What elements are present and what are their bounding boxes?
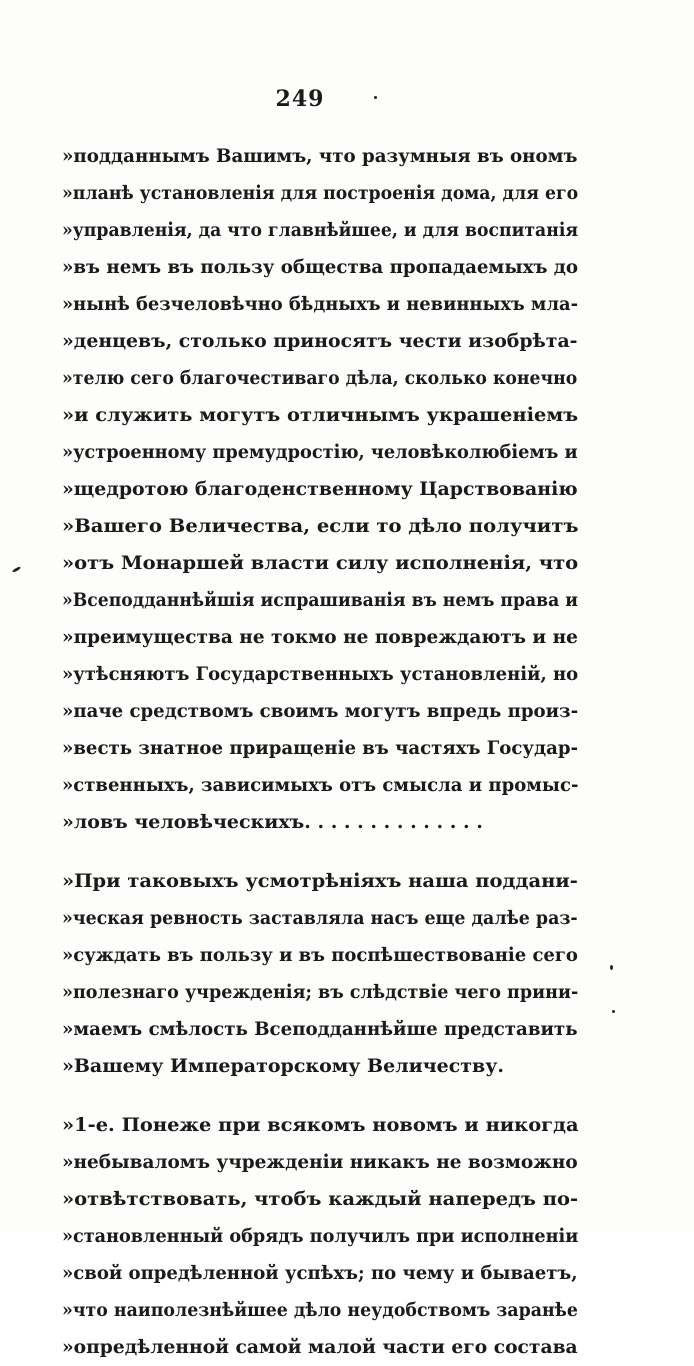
paragraph-2 (62, 863, 578, 1085)
text-line: »телю сего благочестиваго дѣла, сколько конечно (62, 367, 578, 389)
text-line: »что наиполезнѣйшее дѣло неудобствомъ заранѣе (62, 1299, 578, 1321)
text-line: »преимущества не токмо не повреждаютъ и не (62, 626, 578, 648)
text-line: »полезнаго учрежденія; въ слѣдствіе чего прини- (62, 981, 579, 1003)
text-line: »Всеподданнѣйшія испрашиванія въ немъ права и (62, 589, 578, 611)
text-line: »Вашего Величества, если то дѣло получитъ (62, 515, 579, 537)
text-line: »1-е. Понеже при всякомъ новомъ и никогда (62, 1114, 579, 1136)
text-line: »небываломъ учрежденіи никакъ не возможно (62, 1151, 578, 1173)
text-line: »денцевъ, столько приносятъ чести изобрѣта- (62, 330, 578, 352)
text-line: »паче средствомъ своимъ могутъ впредь произ- (62, 700, 579, 722)
text-line: »нынѣ безчеловѣчно бѣдныхъ и невинныхъ мла- (62, 293, 579, 315)
text-line: »опредѣленной самой малой части его состава (62, 1336, 578, 1358)
scan-speck (374, 96, 377, 99)
text-line: »Вашему Императорскому Величеству. (62, 1055, 505, 1077)
text-line: »и служить могутъ отличнымъ украшеніемъ (62, 404, 579, 426)
text-line: »отвѣтствовать, чтобъ каждый напередъ по- (62, 1188, 579, 1210)
text-line: »управленія, да что главнѣйшее, и для воспитанія (62, 219, 579, 241)
text-line: »весть знатное приращеніе въ частяхъ Государ- (62, 737, 579, 759)
text-line: »маемъ смѣлость Всеподданнѣйше представить (62, 1018, 578, 1040)
text-line: »При таковыхъ усмотрѣніяхъ наша поддани- (62, 870, 578, 892)
text-line: »щедротою благоденственному Царствованію (62, 478, 578, 500)
scan-speck (612, 1010, 615, 1013)
text-line: »свой опредѣленной успѣхъ; по чему и бываетъ, (62, 1262, 578, 1284)
text-line: »становленный обрядъ получилъ при исполненіи (62, 1225, 579, 1247)
text-line: »суждать въ пользу и въ поспѣшествованіе сего (62, 944, 578, 966)
text-line: »утѣсняютъ Государственныхъ установленій, но (62, 663, 579, 685)
text-line: »ловъ человѣческихъ. . . . . . . . . . . . . . (62, 811, 483, 833)
text-line: »ческая ревность заставляла насъ еще далѣе раз- (62, 907, 578, 929)
page-text (62, 138, 578, 1366)
text-line: »планѣ установленія для построенія дома, для его (62, 182, 579, 204)
page-number: 249 (275, 86, 325, 112)
paragraph-1 (62, 138, 578, 841)
text-line: »устроенному премудростію, человѣколюбіемъ и (62, 441, 578, 463)
text-line: »подданнымъ Вашимъ, что разумныя въ ономъ (62, 145, 578, 167)
scan-speck (12, 566, 21, 573)
text-line: »ственныхъ, зависимыхъ отъ смысла и промыс- (62, 774, 579, 796)
scan-speck (610, 965, 613, 970)
paragraph-3 (62, 1107, 578, 1366)
text-line: »отъ Монаршей власти силу исполненія, что (62, 552, 579, 574)
text-line: »въ немъ въ пользу общества пропадаемыхъ до (62, 256, 579, 278)
